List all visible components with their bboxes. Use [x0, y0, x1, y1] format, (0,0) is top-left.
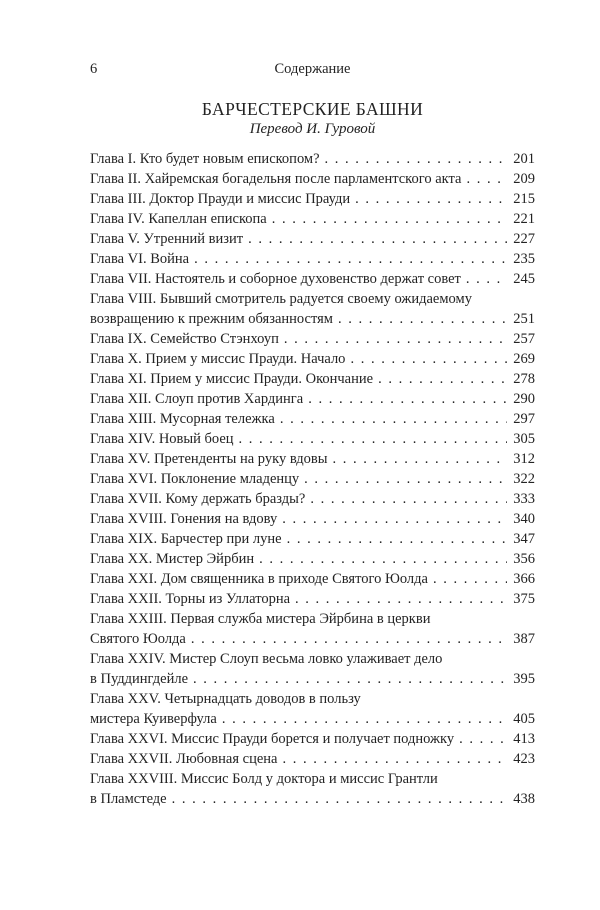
dot-leader: [282, 749, 507, 769]
toc-entry-page: 322: [513, 471, 535, 487]
toc-entry-text: Глава XXI. Дом священника в приходе Святого Юолда: [90, 571, 428, 587]
toc-entry: [90, 729, 535, 749]
toc-entry-page: 297: [513, 411, 535, 427]
toc-entry-page: 305: [513, 431, 535, 447]
toc-entry: [90, 489, 535, 509]
dot-leader: [259, 549, 507, 569]
toc-entry-text: Святого Юолда: [90, 631, 186, 647]
toc-entry-text: Глава XIX. Барчестер при луне: [90, 531, 282, 547]
toc-entry-page: 201: [513, 151, 535, 167]
dot-leader: [433, 569, 507, 589]
dot-leader: [304, 469, 507, 489]
dot-leader: [239, 429, 508, 449]
dot-leader: [284, 329, 507, 349]
dot-leader: [459, 729, 507, 749]
dot-leader: [287, 529, 508, 549]
toc-entry-text: Глава XXVII. Любовная сцена: [90, 751, 278, 767]
toc-entry: [90, 749, 535, 769]
toc-entry: [90, 289, 535, 309]
toc-entry-page: 340: [513, 511, 535, 527]
toc-entry-page: 333: [513, 491, 535, 507]
dot-leader: [355, 189, 507, 209]
dot-leader: [308, 389, 507, 409]
dot-leader: [466, 169, 507, 189]
toc-entry: [90, 609, 535, 629]
toc-entry-text: Глава XVII. Кому держать бразды?: [90, 491, 306, 507]
toc-entry-page: 209: [513, 171, 535, 187]
dot-leader: [295, 589, 507, 609]
toc-entry: [90, 209, 535, 229]
dot-leader: [466, 269, 507, 289]
toc-entry-text: Глава V. Утренний визит: [90, 231, 244, 247]
toc-entry-page: 395: [513, 671, 535, 687]
toc-entry-text: Глава XXIII. Первая служба мистера Эйрбина в церкви: [90, 611, 431, 627]
toc-entry-text: в Пуддингдейле: [90, 671, 189, 687]
toc-entry-text: Глава XXII. Торны из Уллаторна: [90, 591, 291, 607]
running-head: [90, 60, 535, 78]
toc-entry-page: 290: [513, 391, 535, 407]
toc-entry-text: Глава IV. Капеллан епископа: [90, 211, 267, 227]
toc-entry-text: Глава VIII. Бывший смотритель радуется своему ожидаемому: [90, 291, 472, 307]
toc-entry-page: 375: [513, 591, 535, 607]
toc-entry-text: Глава XXV. Четырнадцать доводов в пользу: [90, 691, 361, 707]
toc-entry: [90, 789, 535, 809]
toc-entry-text: Глава XI. Прием у миссис Прауди. Окончание: [90, 371, 374, 387]
toc-entry: [90, 469, 535, 489]
toc-entry-text: в Пламстеде: [90, 791, 167, 807]
toc-entry: [90, 349, 535, 369]
toc-entry-page: 278: [513, 371, 535, 387]
toc-entry-page: 312: [513, 451, 535, 467]
toc-entry-page: 257: [513, 331, 535, 347]
toc-entry: [90, 529, 535, 549]
dot-leader: [191, 629, 507, 649]
toc-entry-text: Глава III. Доктор Прауди и миссис Прауди: [90, 191, 351, 207]
dot-leader: [172, 789, 508, 809]
book-title: БАРЧЕСТЕРСКИЕ БАШНИ: [201, 99, 424, 119]
toc-entry-text: Глава XXIV. Мистер Слоуп весьма ловко улаживает дело: [90, 651, 443, 667]
toc-entry-text: мистера Куиверфула: [90, 711, 217, 727]
toc-entry-text: Глава II. Хайремская богадельня после парламентского акта: [90, 171, 462, 187]
toc-entry: [90, 669, 535, 689]
toc-entry: [90, 629, 535, 649]
toc-entry-text: Глава X. Прием у миссис Прауди. Начало: [90, 351, 346, 367]
translator-line: Перевод И. Гуровой: [249, 121, 376, 137]
toc-entry-page: 227: [513, 231, 535, 247]
toc-entry: [90, 409, 535, 429]
toc-entry: [90, 269, 535, 289]
toc-entry-text: Глава XII. Слоуп против Хардинга: [90, 391, 304, 407]
toc-entry: [90, 329, 535, 349]
toc-entry-text: Глава I. Кто будет новым епископом?: [90, 151, 320, 167]
dot-leader: [310, 489, 507, 509]
dot-leader: [222, 709, 507, 729]
toc-entry-text: Глава XVI. Поклонение младенцу: [90, 471, 300, 487]
toc-entry: [90, 429, 535, 449]
toc-entry: [90, 549, 535, 569]
toc-list: [90, 149, 535, 809]
page-number: 6: [90, 61, 98, 77]
toc-entry-page: 221: [513, 211, 535, 227]
dot-leader: [350, 349, 507, 369]
dot-leader: [282, 509, 507, 529]
toc-entry-page: 413: [513, 731, 535, 747]
dot-leader: [193, 669, 507, 689]
dot-leader: [248, 229, 507, 249]
toc-entry: [90, 249, 535, 269]
toc-entry-text: Глава XIII. Мусорная тележка: [90, 411, 275, 427]
toc-entry: [90, 569, 535, 589]
toc-entry-text: Глава XIV. Новый боец: [90, 431, 234, 447]
toc-entry-page: 405: [513, 711, 535, 727]
toc-entry-text: Глава XV. Претенденты на руку вдовы: [90, 451, 328, 467]
toc-entry-page: 251: [513, 311, 535, 327]
toc-entry-text: Глава XXVI. Миссис Прауди борется и получает подножку: [90, 731, 455, 747]
toc-entry: [90, 509, 535, 529]
toc-entry: [90, 369, 535, 389]
toc-entry-page: 347: [513, 531, 535, 547]
toc-entry-page: 423: [513, 751, 535, 767]
toc-entry-page: 387: [513, 631, 535, 647]
toc-entry-page: 235: [513, 251, 535, 267]
toc-entry: [90, 309, 535, 329]
toc-entry-page: 245: [513, 271, 535, 287]
toc-entry-text: Глава VII. Настоятель и соборное духовенство держат совет: [90, 271, 461, 287]
toc-entry-text: возвращению к прежним обязанностям: [90, 311, 333, 327]
toc-entry: [90, 389, 535, 409]
dot-leader: [378, 369, 507, 389]
toc-entry: [90, 649, 535, 669]
dot-leader: [325, 149, 508, 169]
toc-entry: [90, 689, 535, 709]
toc-entry: [90, 229, 535, 249]
dot-leader: [333, 449, 508, 469]
dot-leader: [280, 409, 507, 429]
dot-leader: [272, 209, 508, 229]
toc-entry-text: Глава XXVIII. Миссис Болд у доктора и миссис Грантли: [90, 771, 438, 787]
dot-leader: [338, 309, 507, 329]
toc-entry: [90, 169, 535, 189]
toc-entry-page: 356: [513, 551, 535, 567]
toc-entry-text: Глава IX. Семейство Стэнхоуп: [90, 331, 279, 347]
dot-leader: [194, 249, 507, 269]
toc-entry: [90, 769, 535, 789]
toc-entry-text: Глава VI. Война: [90, 251, 190, 267]
toc-entry: [90, 589, 535, 609]
toc-entry-page: 366: [513, 571, 535, 587]
toc-entry-page: 269: [513, 351, 535, 367]
toc-entry: [90, 149, 535, 169]
toc-entry-text: Глава XX. Мистер Эйрбин: [90, 551, 255, 567]
toc-entry-page: 215: [513, 191, 535, 207]
toc-entry: [90, 189, 535, 209]
toc-entry-page: 438: [513, 791, 535, 807]
toc-entry: [90, 449, 535, 469]
toc-entry-text: Глава XVIII. Гонения на вдову: [90, 511, 278, 527]
running-head-title: Содержание: [274, 61, 351, 77]
toc-entry: [90, 709, 535, 729]
